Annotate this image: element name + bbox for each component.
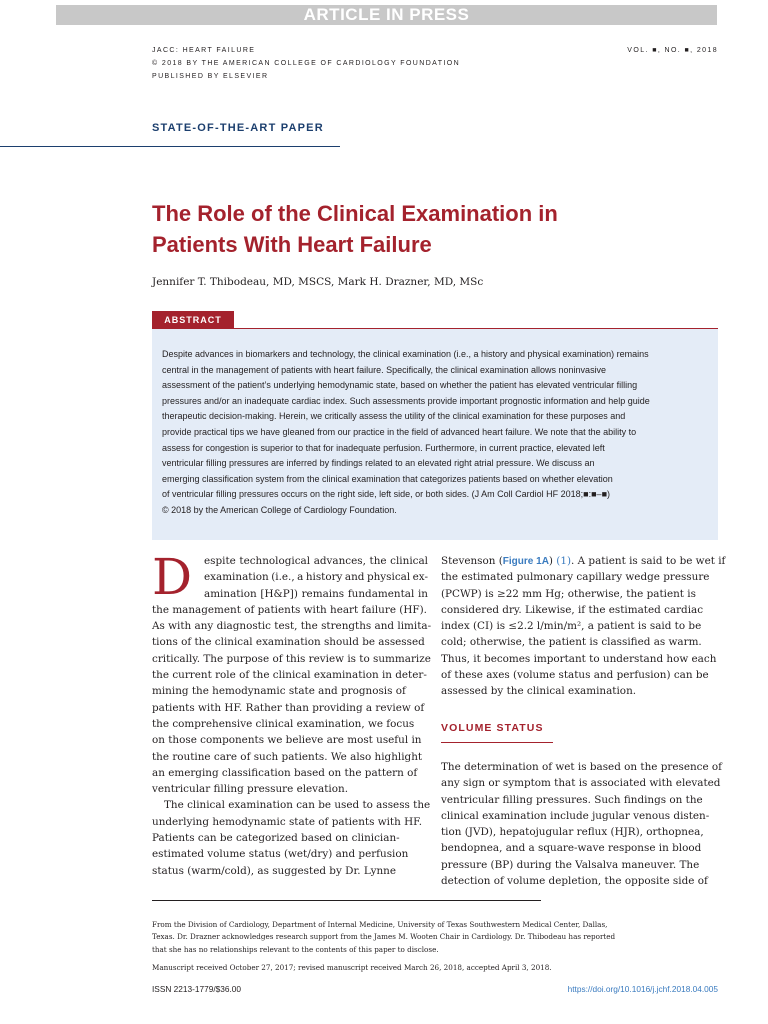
journal-header (152, 44, 718, 83)
abstract-line: ventricular filling pressures are inferred by findings related to an elevated right atrial pressure. We discuss an (162, 458, 595, 469)
body-line: on those components we believe are most useful in (152, 734, 422, 747)
abstract-label: ABSTRACT (152, 311, 234, 329)
body-line: the comprehensive clinical examination, we focus (152, 717, 415, 730)
body-line: tions of the clinical examination should be assessed (152, 636, 425, 649)
body-line: assessed by the clinical examination. (441, 685, 637, 698)
footnote-divider (152, 900, 541, 901)
body-line: status (warm/cold), as suggested by Dr. Lynne (152, 864, 397, 877)
title-line: The Role of the Clinical Examination in (152, 201, 558, 226)
body-line: ventricular filling pressure elevation. (152, 783, 349, 796)
body-line: pressure (BP) during the Valsalva maneuver. The (441, 858, 700, 871)
reference-link[interactable]: (1) (556, 555, 571, 567)
abstract-line: pressures and/or an inadequate cardiac index. Such assessments provide important prognostic information and help guide (162, 395, 650, 406)
body-line (441, 553, 726, 569)
section-divider (0, 146, 340, 147)
journal-publisher: PUBLISHED BY ELSEVIER (152, 73, 269, 80)
article-title (152, 198, 672, 260)
body-line: the estimated pulmonary capillary wedge pressure (441, 571, 710, 584)
body-line: (PCWP) is ≥22 mm Hg; otherwise, the patient is (441, 587, 696, 600)
word: amination (204, 587, 257, 600)
body-line: bendopnea, and a square-wave response in blood (441, 842, 702, 855)
abstract-line: provide practical tips we have gleaned from our practice in the field of advanced heart failure. We note that the ability to (162, 426, 637, 437)
second-paragraph (152, 797, 431, 878)
footnote-line: that she has no relationships relevant to the contents of this paper to disclose. (152, 944, 439, 954)
body-line (152, 586, 428, 602)
title-line: Patients With Heart Failure (152, 232, 432, 257)
body-text: . A patient is said to be wet if (571, 555, 726, 567)
drop-cap: D (152, 548, 193, 606)
word: advances, (313, 555, 366, 567)
body-line: cold; otherwise, the patient is classified as warm. (441, 636, 702, 649)
body-line: Patients can be categorized based on clinician- (152, 832, 400, 845)
word: the (369, 555, 387, 567)
figure-link[interactable]: Figure 1A (502, 556, 549, 567)
word: examination (204, 571, 269, 584)
word: in (417, 587, 428, 600)
doi-link[interactable]: https://doi.org/10.1016/j.jchf.2018.04.005 (567, 984, 718, 994)
body-line: the management of patients with heart failure (HF). (152, 603, 427, 616)
body-text: Stevenson ( (441, 555, 503, 567)
body-line: ventricular filling pressures. Such findings on the (441, 793, 703, 806)
volume-status-heading: VOLUME STATUS (441, 721, 544, 734)
author-list: Jennifer T. Thibodeau, MD, MSCS, Mark H. Drazner, MD, MSc (152, 276, 484, 288)
article-in-press-banner: ARTICLE IN PRESS (56, 5, 717, 25)
body-line: The determination of wet is based on the presence of (441, 760, 723, 773)
abstract-line: central in the management of patients with heart failure. Specifically, the clinical examination allows noninvasive (162, 364, 607, 375)
abstract-line: therapeutic decision-making. Herein, we critically assess the utility of the clinical examination for these purposes and (162, 411, 626, 422)
abstract-line: Despite advances in biomarkers and technology, the clinical examination (i.e., a history and physical examination) remains (162, 349, 649, 359)
abstract-line: of ventricular filling pressures occurs on the right side, left side, or both sides. (J Am Coll Cardiol HF 2018;■:■–■) (162, 489, 610, 500)
journal-copyright: © 2018 BY THE AMERICAN COLLEGE OF CARDIOLOGY FOUNDATION (152, 60, 461, 67)
body-line: patients with HF. Rather than providing a review of (152, 701, 425, 714)
word: espite (204, 555, 236, 567)
journal-volume: VOL. ■, NO. ■, 2018 (627, 47, 718, 54)
word: physical (366, 571, 411, 584)
body-line: critically. The purpose of this review is to summarize (152, 652, 431, 665)
word: and (344, 571, 365, 584)
body-line: The clinical examination can be used to assess the (164, 799, 431, 812)
body-line: Thus, it becomes important to understand how each (441, 652, 717, 665)
body-line: index (CI) is ≤2.2 l/min/m², a patient is said to be (441, 620, 702, 633)
word: (i.e., (271, 571, 295, 584)
body-line: estimated volume status (wet/dry) and perfusion (152, 848, 409, 861)
footnote-line: From the Division of Cardiology, Department of Internal Medicine, University of Texas Southwestern Medical Center, Dallas, (152, 920, 608, 929)
abstract-line: emerging classification system from the clinical examination that categorizes patients based on whether elevation (162, 473, 613, 484)
page-footer (152, 984, 718, 994)
body-text: ) (548, 555, 557, 567)
abstract-panel (152, 329, 718, 540)
manuscript-dates: Manuscript received October 27, 2017; revised manuscript received March 26, 2018, accepted April 3, 2018. (152, 963, 552, 973)
word: ex- (412, 571, 428, 584)
body-line (152, 553, 428, 569)
word: [H&P]) (260, 587, 298, 600)
word: a (297, 571, 304, 584)
body-column-left (152, 548, 432, 879)
body-line: the current role of the clinical examination in deter- (152, 669, 427, 682)
body-line: considered dry. Likewise, if the estimated cardiac (441, 603, 704, 616)
body-line: As with any diagnostic test, the strengths and limita- (152, 620, 432, 633)
body-line: the routine care of such patients. We also highlight (152, 750, 423, 763)
word: fundamental (347, 587, 415, 600)
section-tag: STATE-OF-THE-ART PAPER (152, 122, 324, 134)
word: remains (301, 587, 345, 600)
word: clinical (390, 555, 428, 567)
abstract-line: assessment of the patient’s underlying hemodynamic state, based on whether the patient has elevated ventricular filling (162, 380, 638, 391)
opening-paragraph (152, 548, 432, 797)
body-line: detection of volume depletion, the opposite side of (441, 875, 708, 888)
body-line: underlying hemodynamic state of patients with HF. (152, 815, 423, 828)
body-column-right (441, 553, 726, 889)
body-line: any sign or symptom that is associated with elevated (441, 777, 721, 790)
journal-name: JACC: HEART FAILURE (152, 47, 256, 54)
body-line: of these axes (volume status and perfusion) can be (441, 669, 709, 682)
body-line: clinical examination include jugular venous disten- (441, 809, 710, 822)
footnote (152, 919, 718, 975)
word: technological (239, 555, 311, 567)
word: history (305, 571, 343, 584)
footnote-line: Texas. Dr. Drazner acknowledges research support from the James M. Wooten Chair in Cardiology. Dr. Thibodeau has reported (152, 932, 616, 942)
body-line: tion (JVD), hepatojugular reflux (HJR), orthopnea, (441, 826, 704, 839)
abstract-line: © 2018 by the American College of Cardiology Foundation. (162, 504, 397, 515)
body-line (152, 569, 428, 585)
issn: ISSN 2213-1779/$36.00 (152, 984, 242, 994)
body-line: an emerging classification based on the pattern of (152, 766, 418, 779)
abstract-line: assess for congestion is superior to that for inadequate perfusion. Furthermore, in current practice, elevated left (162, 442, 605, 453)
body-line: mining the hemodynamic state and prognosis of (152, 685, 406, 698)
